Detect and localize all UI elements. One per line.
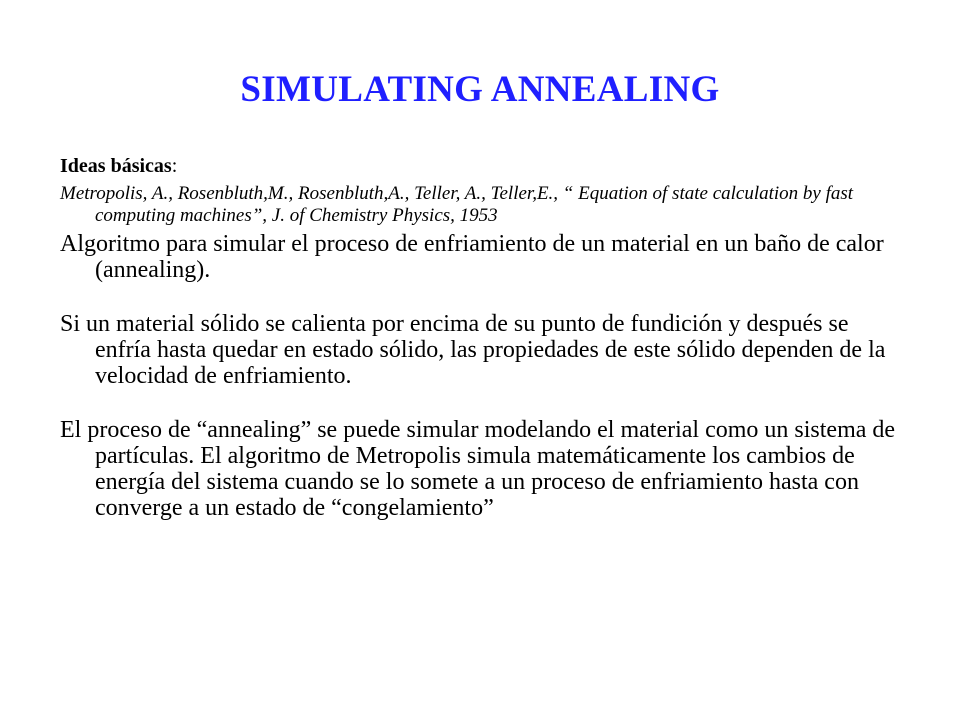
paragraph-solid-material: Si un material sólido se calienta por encima de su punto de fundición y después se enfría hasta quedar en estado sólido, las propiedades de este sólido dependen de la velocidad de enfriamiento. <box>60 311 886 389</box>
slide-title: SIMULATING ANNEALING <box>240 69 720 110</box>
slide-body <box>60 154 910 521</box>
reference-citation: Metropolis, A., Rosenbluth,M., Rosenbluth,A., Teller, A., Teller,E., “ Equation of state calculation by fast computing machines”, J. of Chemistry Physics, 1953 <box>60 183 854 226</box>
section-heading-colon: : <box>171 155 178 177</box>
paragraph-algorithm: Algoritmo para simular el proceso de enfriamiento de un material en un baño de calor (annealing). <box>60 231 884 283</box>
section-heading-label: Ideas básicas <box>60 155 172 177</box>
section-heading <box>60 154 910 178</box>
paragraph-annealing-process: El proceso de “annealing” se puede simular modelando el material como un sistema de partículas. El algoritmo de Metropolis simula matemáticamente los cambios de energía del sistema cuando se lo somete a un proceso de enfriamiento hasta con converge a un estado de “congelamiento” <box>60 417 896 521</box>
